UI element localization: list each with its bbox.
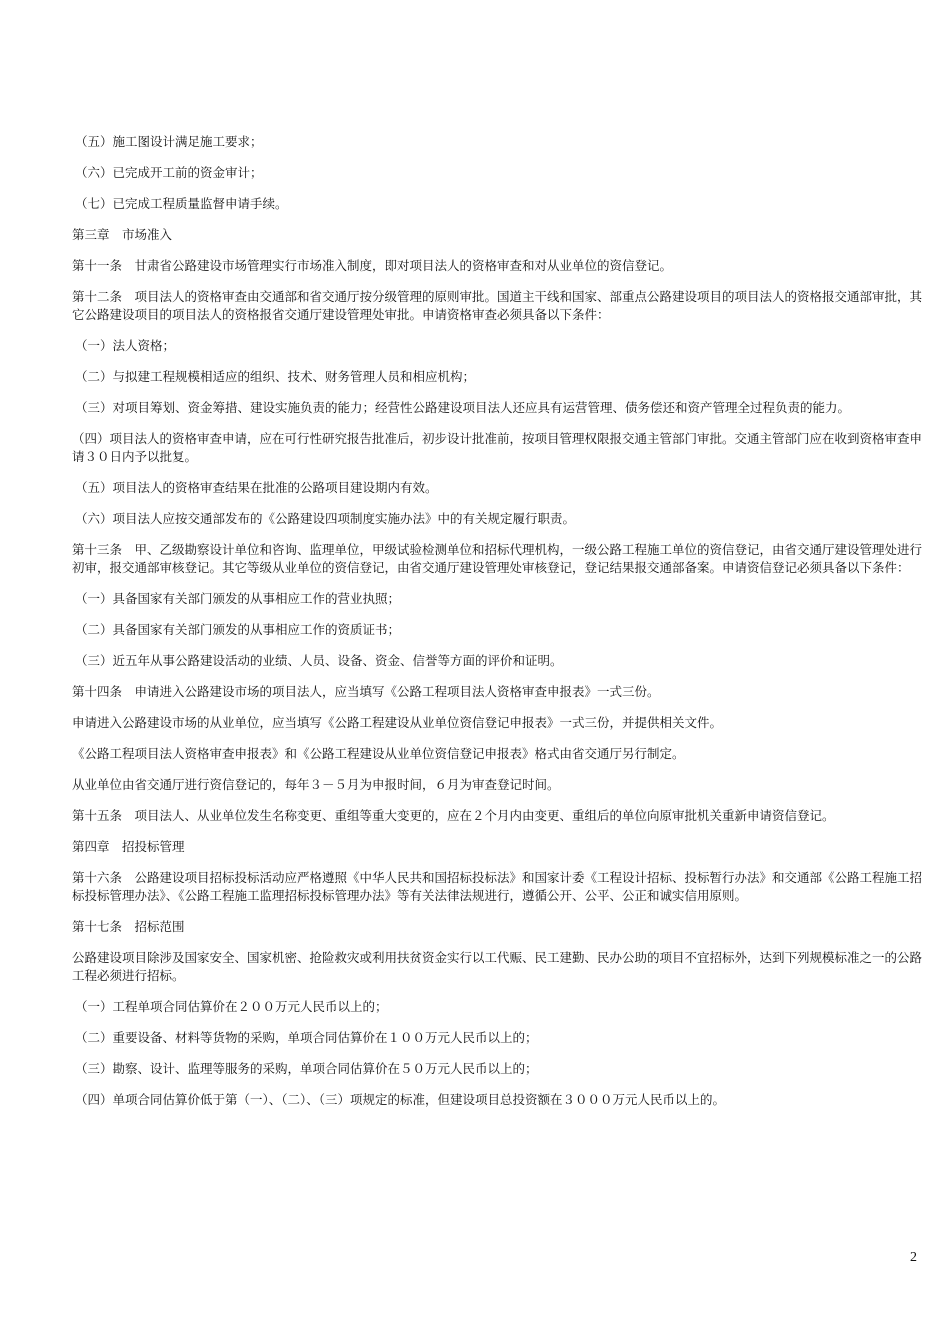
chapter-3-heading: 第三章 市场准入 [72,227,173,242]
article-12-item-3: （三）对项目筹划、资金筹措、建设实施负责的能力；经营性公路建设项目法人还应具有运营管理、债务偿还和资产管理全过程负责的能力。 [75,400,851,415]
paragraph-item-6: （六）已完成开工前的资金审计； [75,165,263,180]
article-16: 第十六条 公路建设项目招标投标活动应严格遵照《中华人民共和国招标投标法》和国家计委《工程设计招标、投标暂行办法》和交通部《公路工程施工招标投标管理办法》、《公路工程施工监理招标投标管理办法》等有关法律法规进行，遵循公开、公平、公正和诚实信用原则。 [72,870,923,903]
article-14-para-2: 申请进入公路建设市场的从业单位，应当填写《公路工程建设从业单位资信登记申报表》一式三份，并提供相关文件。 [72,715,723,730]
article-13: 第十三条 甲、乙级勘察设计单位和咨询、监理单位，甲级试验检测单位和招标代理机构，一级公路工程施工单位的资信登记，由省交通厅建设管理处进行初审，报交通部审核登记。其它等级从业单位的资信登记，由省交通厅建设管理处审核登记，登记结果报交通部备案。申请资信登记必须具备以下条件： [72,542,923,575]
article-14-para-3: 《公路工程项目法人资格审查申报表》和《公路工程建设从业单位资信登记申报表》格式由省交通厅另行制定。 [72,746,685,761]
article-11: 第十一条 甘肃省公路建设市场管理实行市场准入制度，即对项目法人的资格审查和对从业单位的资信登记。 [72,258,673,273]
article-17-item-4: （四）单项合同估算价低于第（一）、（二）、（三）项规定的标准，但建设项目总投资额在３０００万元人民币以上的。 [75,1092,726,1107]
article-13-item-3: （三）近五年从事公路建设活动的业绩、人员、设备、资金、信誉等方面的评价和证明。 [75,653,563,668]
page-number: 2 [910,1250,917,1265]
chapter-4-heading: 第四章 招投标管理 [72,839,185,854]
article-17-item-3: （三）勘察、设计、监理等服务的采购，单项合同估算价在５０万元人民币以上的； [75,1061,538,1076]
article-12: 第十二条 项目法人的资格审查由交通部和省交通厅按分级管理的原则审批。国道主干线和国家、部重点公路建设项目的项目法人的资格报交通部审批，其它公路建设项目的项目法人的资格报省交通厅建设管理处审批。申请资格审查必须具备以下条件： [72,289,923,322]
article-12-item-2: （二）与拟建工程规模相适应的组织、技术、财务管理人员和相应机构； [75,369,476,384]
article-12-item-1: （一）法人资格； [75,338,176,353]
article-17-item-2: （二）重要设备、材料等货物的采购，单项合同估算价在１００万元人民币以上的； [75,1030,538,1045]
article-17: 第十七条 招标范围 [72,919,185,934]
article-14-para-4: 从业单位由省交通厅进行资信登记的，每年３－５月为申报时间，６月为审查登记时间。 [72,777,560,792]
article-13-item-2: （二）具备国家有关部门颁发的从事相应工作的资质证书； [75,622,401,637]
article-13-item-1: （一）具备国家有关部门颁发的从事相应工作的营业执照； [75,591,401,606]
article-17-para: 公路建设项目除涉及国家安全、国家机密、抢险救灾或利用扶贫资金实行以工代赈、民工建勤、民办公助的项目不宜招标外，达到下列规模标准之一的公路工程必须进行招标。 [72,950,923,983]
article-17-item-1: （一）工程单项合同估算价在２００万元人民币以上的； [75,999,388,1014]
article-12-item-4: （四）项目法人的资格审查申请，应在可行性研究报告批准后，初步设计批准前，按项目管理权限报交通主管部门审批。交通主管部门应在收到资格审查申请３０日内予以批复。 [72,431,923,464]
article-15: 第十五条 项目法人、从业单位发生名称变更、重组等重大变更的，应在２个月内由变更、重组后的单位向原审批机关重新申请资信登记。 [72,808,835,823]
article-12-item-5: （五）项目法人的资格审查结果在批准的公路项目建设期内有效。 [75,480,438,495]
article-14: 第十四条 申请进入公路建设市场的项目法人，应当填写《公路工程项目法人资格审查申报表》一式三份。 [72,684,660,699]
paragraph-item-5: （五）施工图设计满足施工要求； [75,134,263,149]
paragraph-item-7: （七）已完成工程质量监督申请手续。 [75,196,288,211]
article-12-item-6: （六）项目法人应按交通部发布的《公路建设四项制度实施办法》中的有关规定履行职责。 [75,511,576,526]
document-body [72,133,922,1122]
